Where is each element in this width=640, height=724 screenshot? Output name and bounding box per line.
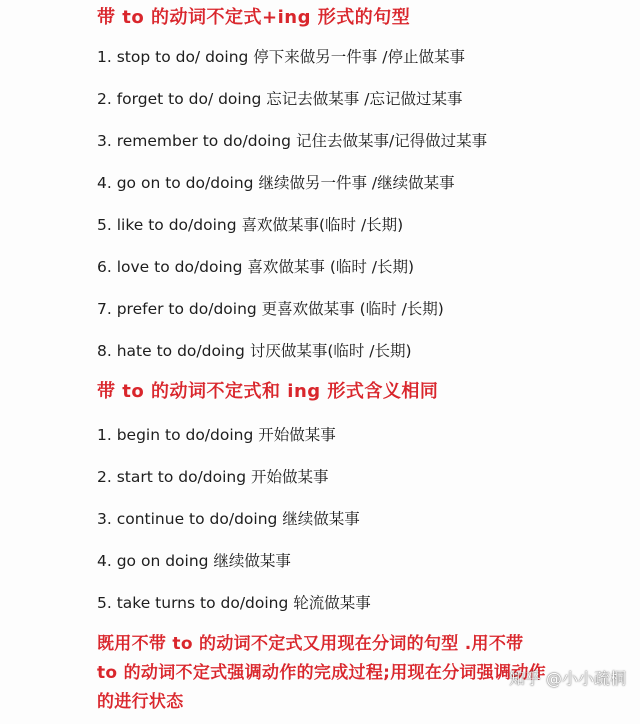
- list-item: 3. remember to do/doing 记住去做某事/记得做过某事: [97, 132, 488, 150]
- list-item: 2. forget to do/ doing 忘记去做某事 /忘记做过某事: [97, 90, 463, 108]
- list-item: 5. take turns to do/doing 轮流做某事: [97, 594, 371, 612]
- list-item: 8. hate to do/doing 讨厌做某事(临时 /长期): [97, 342, 412, 360]
- list-item: 2. start to do/doing 开始做某事: [97, 468, 329, 486]
- list-item: 1. begin to do/doing 开始做某事: [97, 426, 336, 444]
- list-item: 4. go on to do/doing 继续做另一件事 /继续做某事: [97, 174, 455, 192]
- list-item: 5. like to do/doing 喜欢做某事(临时 /长期): [97, 216, 404, 234]
- zhihu-watermark: 知乎 @小小疏桐: [508, 669, 626, 688]
- section-heading-1: 带 to 的动词不定式+ing 形式的句型: [97, 7, 411, 28]
- section-heading-2: 带 to 的动词不定式和 ing 形式含义相同: [97, 381, 439, 402]
- list-item: 4. go on doing 继续做某事: [97, 552, 291, 570]
- list-item: 7. prefer to do/doing 更喜欢做某事 (临时 /长期): [97, 300, 444, 318]
- list-item: 6. love to do/doing 喜欢做某事 (临时 /长期): [97, 258, 415, 276]
- summary-note: 既用不带 to 的动词不定式又用现在分词的句型 .用不带 to 的动词不定式强调动作的完成过程;用现在分词强调动作的进行状态: [97, 634, 546, 712]
- list-item: 3. continue to do/doing 继续做某事: [97, 510, 360, 528]
- list-item: 1. stop to do/ doing 停下来做另一件事 /停止做某事: [97, 48, 465, 66]
